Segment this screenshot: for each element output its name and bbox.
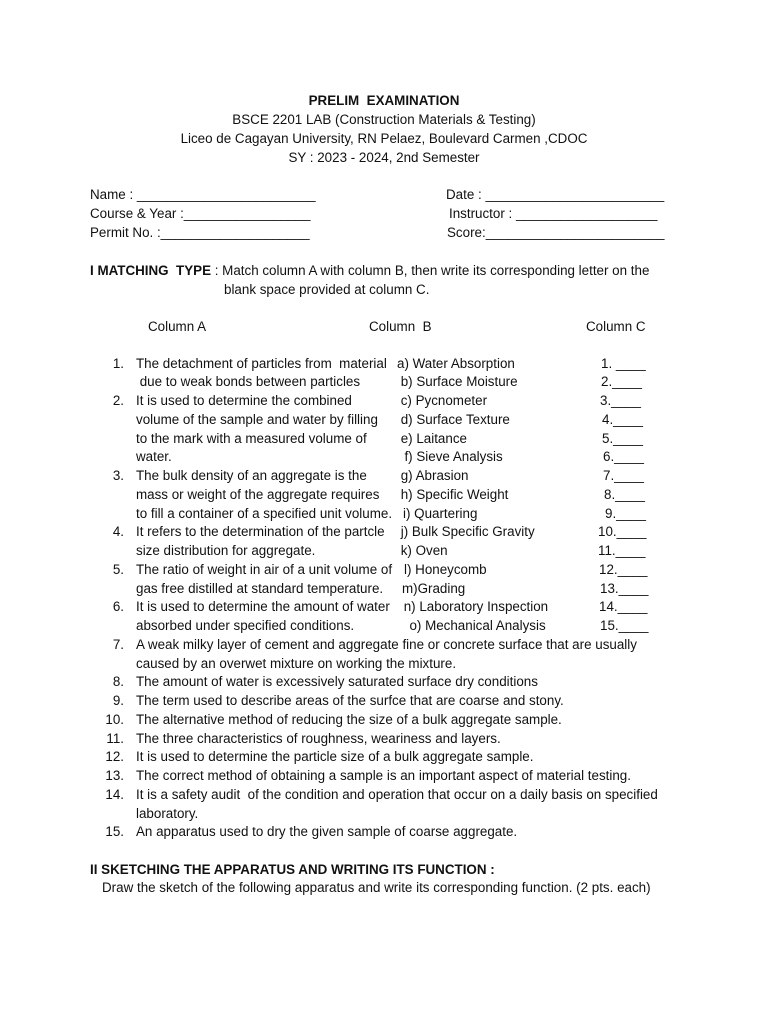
answer-blank[interactable]: 15.____ bbox=[600, 618, 649, 633]
item-number: 11. bbox=[106, 731, 124, 746]
column-a-line: to the mark with a measured volume of bbox=[136, 431, 367, 446]
column-b-item: h) Specific Weight bbox=[397, 487, 509, 502]
column-a-line: gas free distilled at standard temperature. bbox=[136, 581, 384, 596]
column-b-item: d) Surface Texture bbox=[397, 412, 510, 427]
column-a-line: The three characteristics of roughness, weariness and layers. bbox=[136, 731, 501, 746]
item-number: 1. bbox=[112, 356, 124, 371]
item-number: 2. bbox=[112, 393, 124, 408]
column-b-item: e) Laitance bbox=[397, 431, 467, 446]
section1-instruction-line1: : Match column A with column B, then write its corresponding letter on the bbox=[211, 263, 650, 278]
item-number: 3. bbox=[112, 468, 124, 483]
column-b-item: k) Oven bbox=[397, 543, 448, 558]
item-number: 10. bbox=[105, 712, 124, 727]
column-b-item: n) Laboratory Inspection bbox=[400, 599, 549, 614]
column-a-line: It is used to determine the combined bbox=[136, 393, 352, 408]
item-number: 15. bbox=[105, 824, 124, 839]
item-number: 4. bbox=[112, 524, 124, 539]
column-a-line: A weak milky layer of cement and aggregate fine or concrete surface that are usually bbox=[136, 637, 637, 652]
section2-heading: II SKETCHING THE APPARATUS AND WRITING ITS FUNCTION : bbox=[90, 862, 495, 877]
item-number: 7. bbox=[112, 637, 124, 652]
item-number: 8. bbox=[112, 674, 124, 689]
column-a-header: Column A bbox=[148, 319, 207, 334]
answer-blank[interactable]: 14.____ bbox=[599, 599, 648, 614]
column-a-line: An apparatus used to dry the given sample of coarse aggregate. bbox=[136, 824, 518, 839]
column-b-item: f) Sieve Analysis bbox=[397, 449, 503, 464]
column-b-item: g) Abrasion bbox=[397, 468, 469, 483]
section2-instruction: Draw the sketch of the following apparatus and write its corresponding function. (2 pts. each) bbox=[102, 880, 651, 895]
answer-blank[interactable]: 6.____ bbox=[603, 449, 644, 464]
column-a-line: It is used to determine the particle size of a bulk aggregate sample. bbox=[136, 749, 534, 764]
date-field: Date : ________________________ bbox=[446, 187, 665, 202]
permit-field: Permit No. :____________________ bbox=[90, 225, 310, 240]
exam-title: PRELIM EXAMINATION bbox=[308, 93, 460, 108]
column-a-line: absorbed under specified conditions. bbox=[136, 618, 355, 633]
column-a-line: The correct method of obtaining a sample is an important aspect of material testing. bbox=[136, 768, 631, 783]
school-name: Liceo de Cagayan University, RN Pelaez, Boulevard Carmen ,CDOC bbox=[180, 131, 588, 146]
course-year-field: Course & Year :_________________ bbox=[90, 206, 311, 221]
item-number: 13. bbox=[105, 768, 124, 783]
section1-instruction bbox=[90, 262, 649, 280]
section1-heading: I MATCHING TYPE bbox=[90, 263, 212, 278]
name-field: Name : ________________________ bbox=[90, 187, 316, 202]
column-b-item: i) Quartering bbox=[403, 506, 478, 521]
item-number: 14. bbox=[105, 787, 124, 802]
answer-blank[interactable]: 1. ____ bbox=[601, 356, 646, 371]
answer-blank[interactable]: 13.____ bbox=[600, 581, 649, 596]
column-b-item: m)Grading bbox=[402, 581, 466, 596]
column-a-line: water. bbox=[136, 449, 172, 464]
column-c-header: Column C bbox=[586, 319, 646, 334]
column-a-line: The ratio of weight in air of a unit volume of bbox=[136, 562, 393, 577]
answer-blank[interactable]: 4.____ bbox=[602, 412, 643, 427]
instructor-field: Instructor : ___________________ bbox=[449, 206, 658, 221]
column-a-line: It refers to the determination of the partcle bbox=[136, 524, 385, 539]
answer-blank[interactable]: 11.____ bbox=[598, 543, 646, 558]
answer-blank[interactable]: 2.____ bbox=[601, 374, 642, 389]
column-a-line: to fill a container of a specified unit volume. bbox=[136, 506, 393, 521]
item-number: 12. bbox=[105, 749, 124, 764]
answer-blank[interactable]: 10.____ bbox=[598, 524, 647, 539]
answer-blank[interactable]: 7.____ bbox=[603, 468, 644, 483]
column-a-line: The term used to describe areas of the surfce that are coarse and stony. bbox=[136, 693, 564, 708]
answer-blank[interactable]: 12.____ bbox=[599, 562, 648, 577]
column-a-line: The amount of water is excessively saturated surface dry conditions bbox=[136, 674, 538, 689]
column-a-line: The detachment of particles from material bbox=[136, 356, 387, 371]
column-a-line: caused by an overwet mixture on working the mixture. bbox=[136, 656, 457, 671]
answer-blank[interactable]: 3.____ bbox=[600, 393, 641, 408]
column-a-line: The bulk density of an aggregate is the bbox=[136, 468, 367, 483]
item-number: 6. bbox=[112, 599, 124, 614]
column-b-item: o) Mechanical Analysis bbox=[402, 618, 546, 633]
section1-instruction-line2: blank space provided at column C. bbox=[224, 282, 430, 297]
score-field: Score:________________________ bbox=[447, 225, 665, 240]
column-b-item: c) Pycnometer bbox=[397, 393, 488, 408]
column-b-item: a) Water Absorption bbox=[397, 356, 515, 371]
item-number: 5. bbox=[112, 562, 124, 577]
column-b-item: j) Bulk Specific Gravity bbox=[397, 524, 535, 539]
column-a-line: size distribution for aggregate. bbox=[136, 543, 316, 558]
item-number: 9. bbox=[112, 693, 124, 708]
school-year: SY : 2023 - 2024, 2nd Semester bbox=[288, 150, 480, 165]
column-b-item: b) Surface Moisture bbox=[397, 374, 518, 389]
column-b-item: l) Honeycomb bbox=[404, 562, 487, 577]
answer-blank[interactable]: 8.____ bbox=[604, 487, 645, 502]
column-a-line: laboratory. bbox=[136, 806, 199, 821]
column-a-line: The alternative method of reducing the size of a bulk aggregate sample. bbox=[136, 712, 562, 727]
course-title: BSCE 2201 LAB (Construction Materials & Testing) bbox=[232, 112, 536, 127]
answer-blank[interactable]: 5.____ bbox=[602, 431, 643, 446]
column-a-line: mass or weight of the aggregate requires bbox=[136, 487, 380, 502]
column-a-line: due to weak bonds between particles bbox=[136, 374, 361, 389]
answer-blank[interactable]: 9.____ bbox=[605, 506, 646, 521]
column-a-line: It is a safety audit of the condition and operation that occur on a daily basis on specified bbox=[136, 787, 658, 802]
column-a-line: It is used to determine the amount of water bbox=[136, 599, 390, 614]
column-a-line: volume of the sample and water by filling bbox=[136, 412, 378, 427]
column-b-header: Column B bbox=[369, 319, 432, 334]
